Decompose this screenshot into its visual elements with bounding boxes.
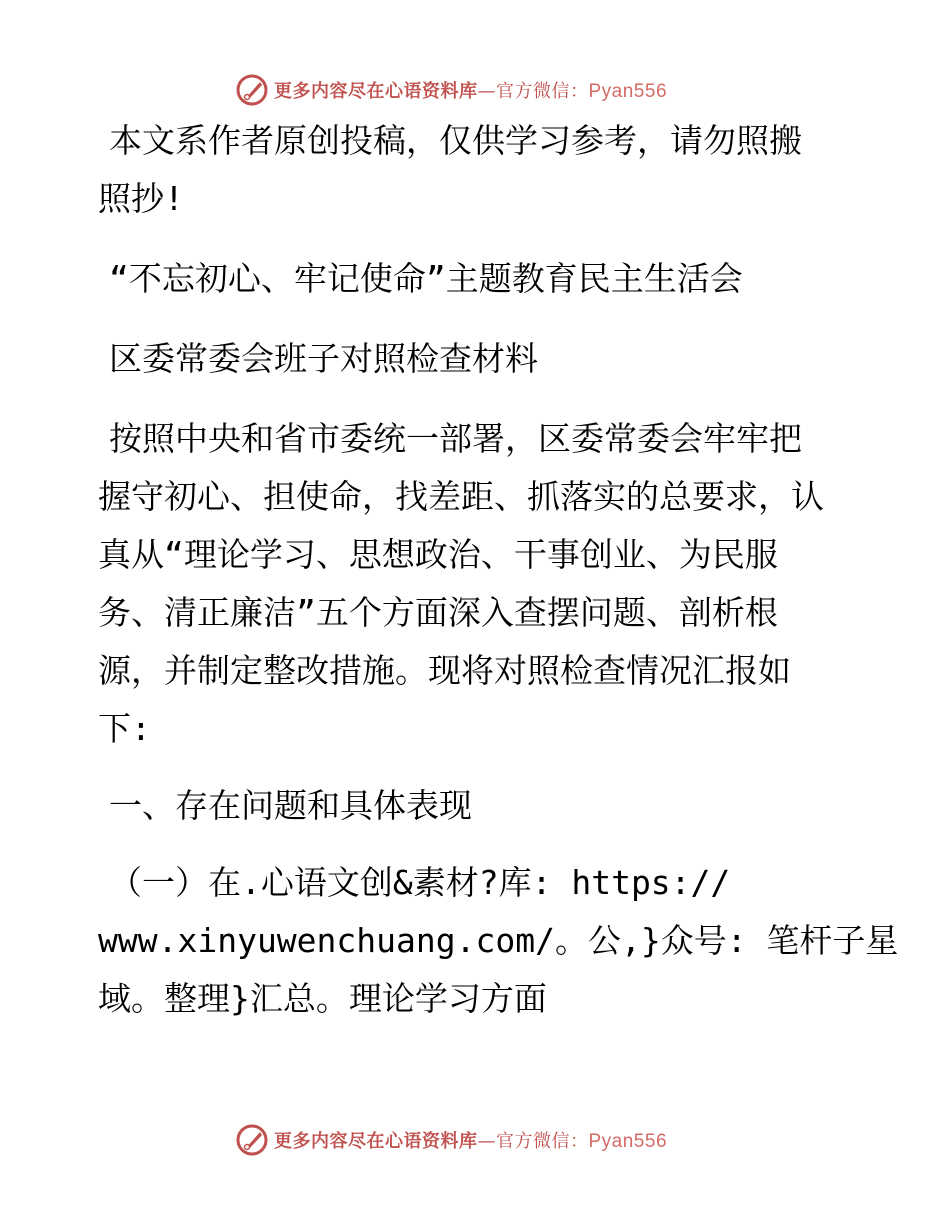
quill-logo-icon — [234, 1122, 270, 1158]
footer-watermark — [234, 1122, 667, 1158]
watermark-wechat-label: 官方微信： — [496, 81, 589, 102]
watermark-wechat-id: Pyan556 — [588, 81, 668, 102]
intro-line-3: 真从“理论学习、思想政治、干事创业、为民服 — [98, 535, 778, 574]
intro-line-5: 源，并制定整改措施。现将对照检查情况汇报如 — [98, 651, 791, 690]
watermark-dash: — — [477, 1131, 496, 1152]
quill-logo-icon — [234, 72, 270, 108]
document-title-line-2: 区委常委会班子对照检查材料 — [109, 339, 538, 378]
watermark-brand: 更多内容尽在心语资料库 — [274, 81, 478, 102]
watermark-text — [274, 77, 667, 103]
intro-line-2: 握守初心、担使命，找差距、抓落实的总要求，认 — [98, 477, 824, 516]
header-watermark — [234, 72, 667, 108]
subsection-line-2: www.xinyuwenchuang.com/。公,}众号: 笔杆子星 — [98, 921, 899, 960]
document-body — [98, 112, 899, 1028]
intro-line-1: 按照中央和省市委统一部署，区委常委会牢牢把 — [109, 419, 802, 458]
watermark-wechat-label: 官方微信： — [496, 1131, 589, 1152]
watermark-text — [274, 1127, 667, 1153]
notice-line-1: 本文系作者原创投稿，仅供学习参考，请勿照搬 — [109, 121, 802, 160]
watermark-dash: — — [477, 81, 496, 102]
subsection-line-1: （一）在.心语文创&素材?库: https:// — [109, 863, 731, 902]
section-heading-1: 一、存在问题和具体表现 — [109, 786, 472, 825]
document-title-line-1: “不忘初心、牢记使命”主题教育民主生活会 — [109, 259, 743, 298]
notice-line-2: 照抄! — [98, 179, 184, 218]
intro-line-6: 下: — [98, 709, 151, 748]
watermark-brand: 更多内容尽在心语资料库 — [274, 1131, 478, 1152]
subsection-line-3: 域。整理}汇总。理论学习方面 — [98, 979, 547, 1018]
intro-line-4: 务、清正廉洁”五个方面深入查摆问题、剖析根 — [98, 593, 778, 632]
watermark-wechat-id: Pyan556 — [588, 1131, 668, 1152]
